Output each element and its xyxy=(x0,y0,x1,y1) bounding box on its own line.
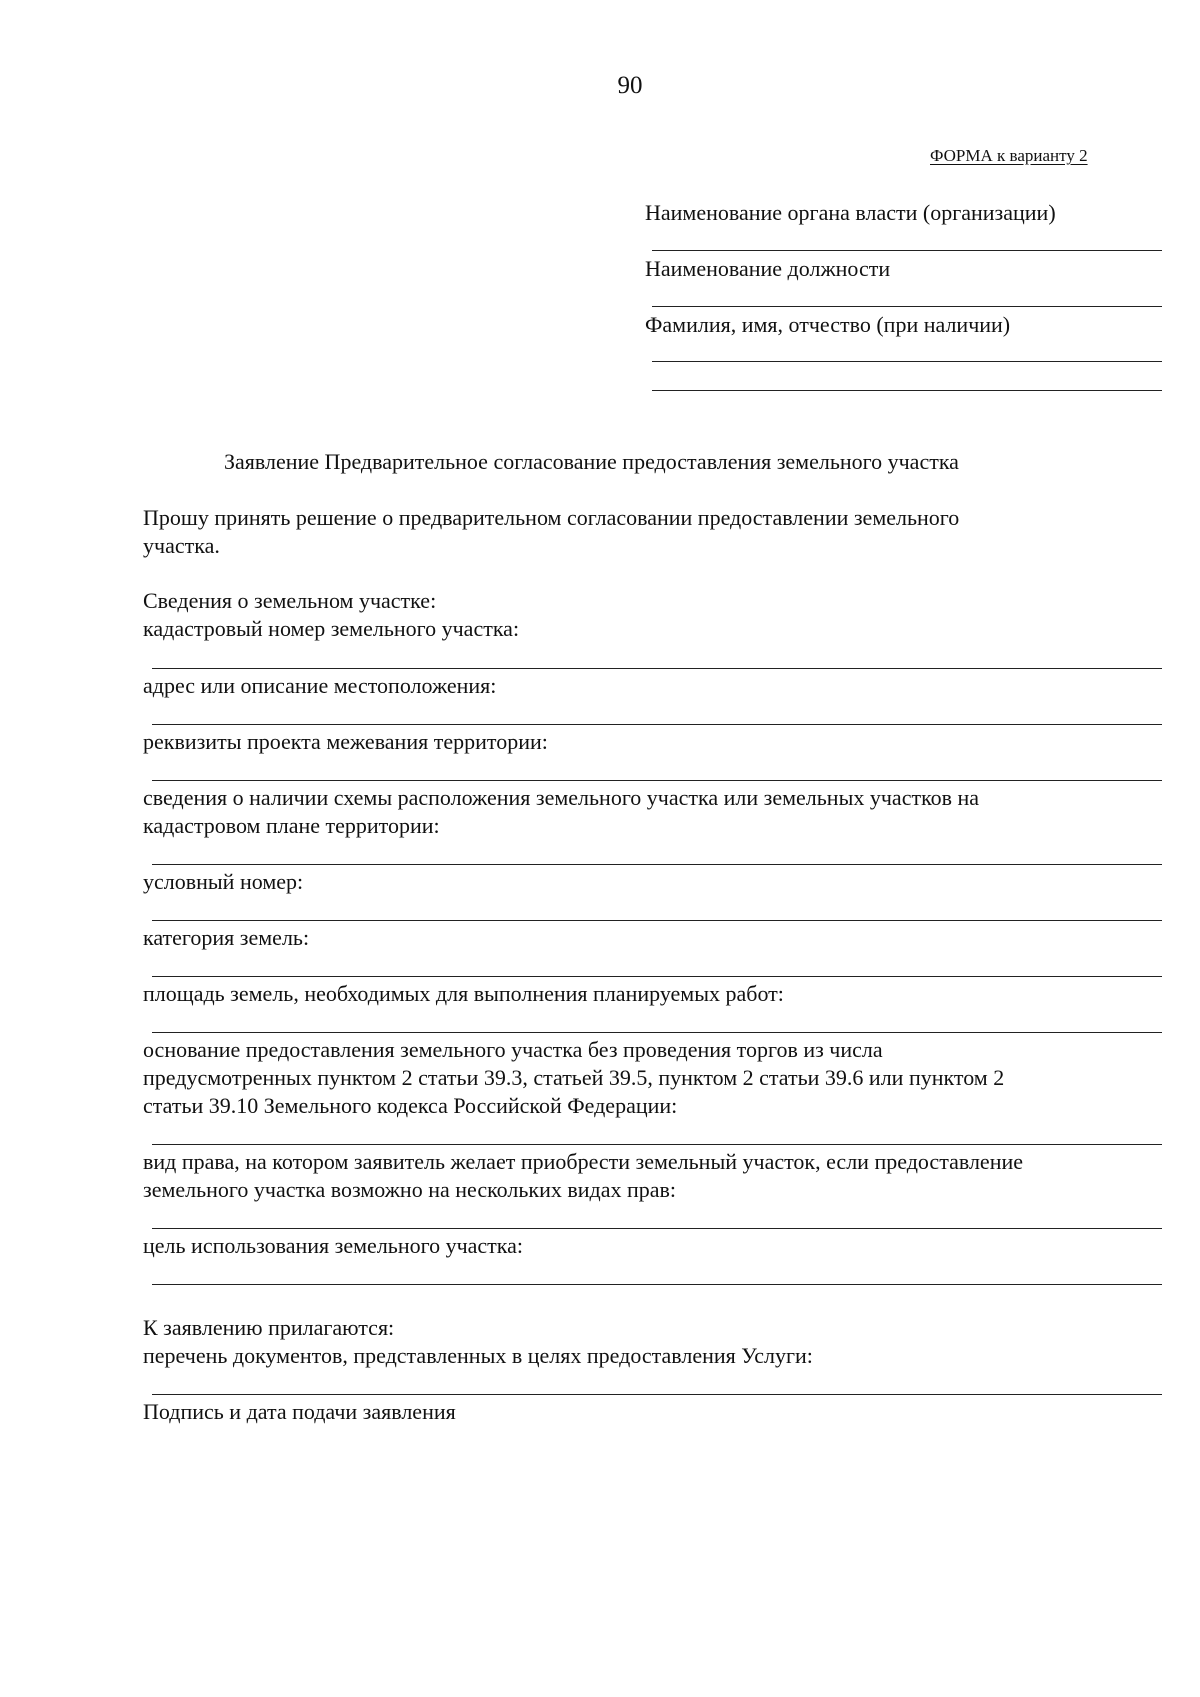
authority-fill-line[interactable] xyxy=(652,250,1162,251)
address-label: адрес или описание местоположения: xyxy=(143,673,497,698)
basis-label-line-3: статьи 39.10 Земельного кодекса Российской Федерации: xyxy=(143,1093,678,1118)
area-label: площадь земель, необходимых для выполнения планируемых работ: xyxy=(143,981,784,1006)
full-name-label: Фамилия, имя, отчество (при наличии) xyxy=(645,312,1011,337)
purpose-fill-line[interactable] xyxy=(152,1284,1162,1285)
right-type-fill-line[interactable] xyxy=(152,1228,1162,1229)
plot-info-heading: Сведения о земельном участке: xyxy=(143,588,437,613)
scheme-fill-line[interactable] xyxy=(152,864,1162,865)
form-title: Заявление Предварительное согласование предоставления земельного участка xyxy=(224,449,959,474)
land-category-label: категория земель: xyxy=(143,925,310,950)
cadastral-number-label: кадастровый номер земельного участка: xyxy=(143,616,520,641)
form-variant-label: ФОРМА к варианту 2 xyxy=(930,146,1088,165)
position-fill-line[interactable] xyxy=(652,306,1162,307)
scheme-label-line-2: кадастровом плане территории: xyxy=(143,813,440,838)
signature-date-label: Подпись и дата подачи заявления xyxy=(143,1399,456,1424)
page-number: 90 xyxy=(617,72,643,99)
full-name-fill-line[interactable] xyxy=(652,361,1162,362)
basis-fill-line[interactable] xyxy=(152,1144,1162,1145)
survey-project-fill-line[interactable] xyxy=(152,780,1162,781)
area-fill-line[interactable] xyxy=(152,1032,1162,1033)
basis-label-line-1: основание предоставления земельного участка без проведения торгов из числа xyxy=(143,1037,883,1062)
documents-label: перечень документов, представленных в целях предоставления Услуги: xyxy=(143,1343,813,1368)
conditional-number-label: условный номер: xyxy=(143,869,304,894)
purpose-label: цель использования земельного участка: xyxy=(143,1233,524,1258)
full-name-fill-line-2[interactable] xyxy=(652,390,1162,391)
authority-label: Наименование органа власти (организации) xyxy=(645,200,1056,225)
request-line-1: Прошу принять решение о предварительном согласовании предоставлении земельного xyxy=(143,505,960,530)
right-type-label-line-2: земельного участка возможно на нескольких видах прав: xyxy=(143,1177,676,1202)
cadastral-number-fill-line[interactable] xyxy=(152,668,1162,669)
right-type-label-line-1: вид права, на котором заявитель желает приобрести земельный участок, если предоставление xyxy=(143,1149,1023,1174)
attachments-heading: К заявлению прилагаются: xyxy=(143,1315,395,1340)
scheme-label-line-1: сведения о наличии схемы расположения земельного участка или земельных участков на xyxy=(143,785,980,810)
conditional-number-fill-line[interactable] xyxy=(152,920,1162,921)
position-label: Наименование должности xyxy=(645,256,891,281)
request-line-2: участка. xyxy=(143,533,220,558)
land-category-fill-line[interactable] xyxy=(152,976,1162,977)
documents-fill-line[interactable] xyxy=(152,1394,1162,1395)
survey-project-label: реквизиты проекта межевания территории: xyxy=(143,729,548,754)
address-fill-line[interactable] xyxy=(152,724,1162,725)
basis-label-line-2: предусмотренных пунктом 2 статьи 39.3, статьей 39.5, пунктом 2 статьи 39.6 или пунктом 2 xyxy=(143,1065,1005,1090)
